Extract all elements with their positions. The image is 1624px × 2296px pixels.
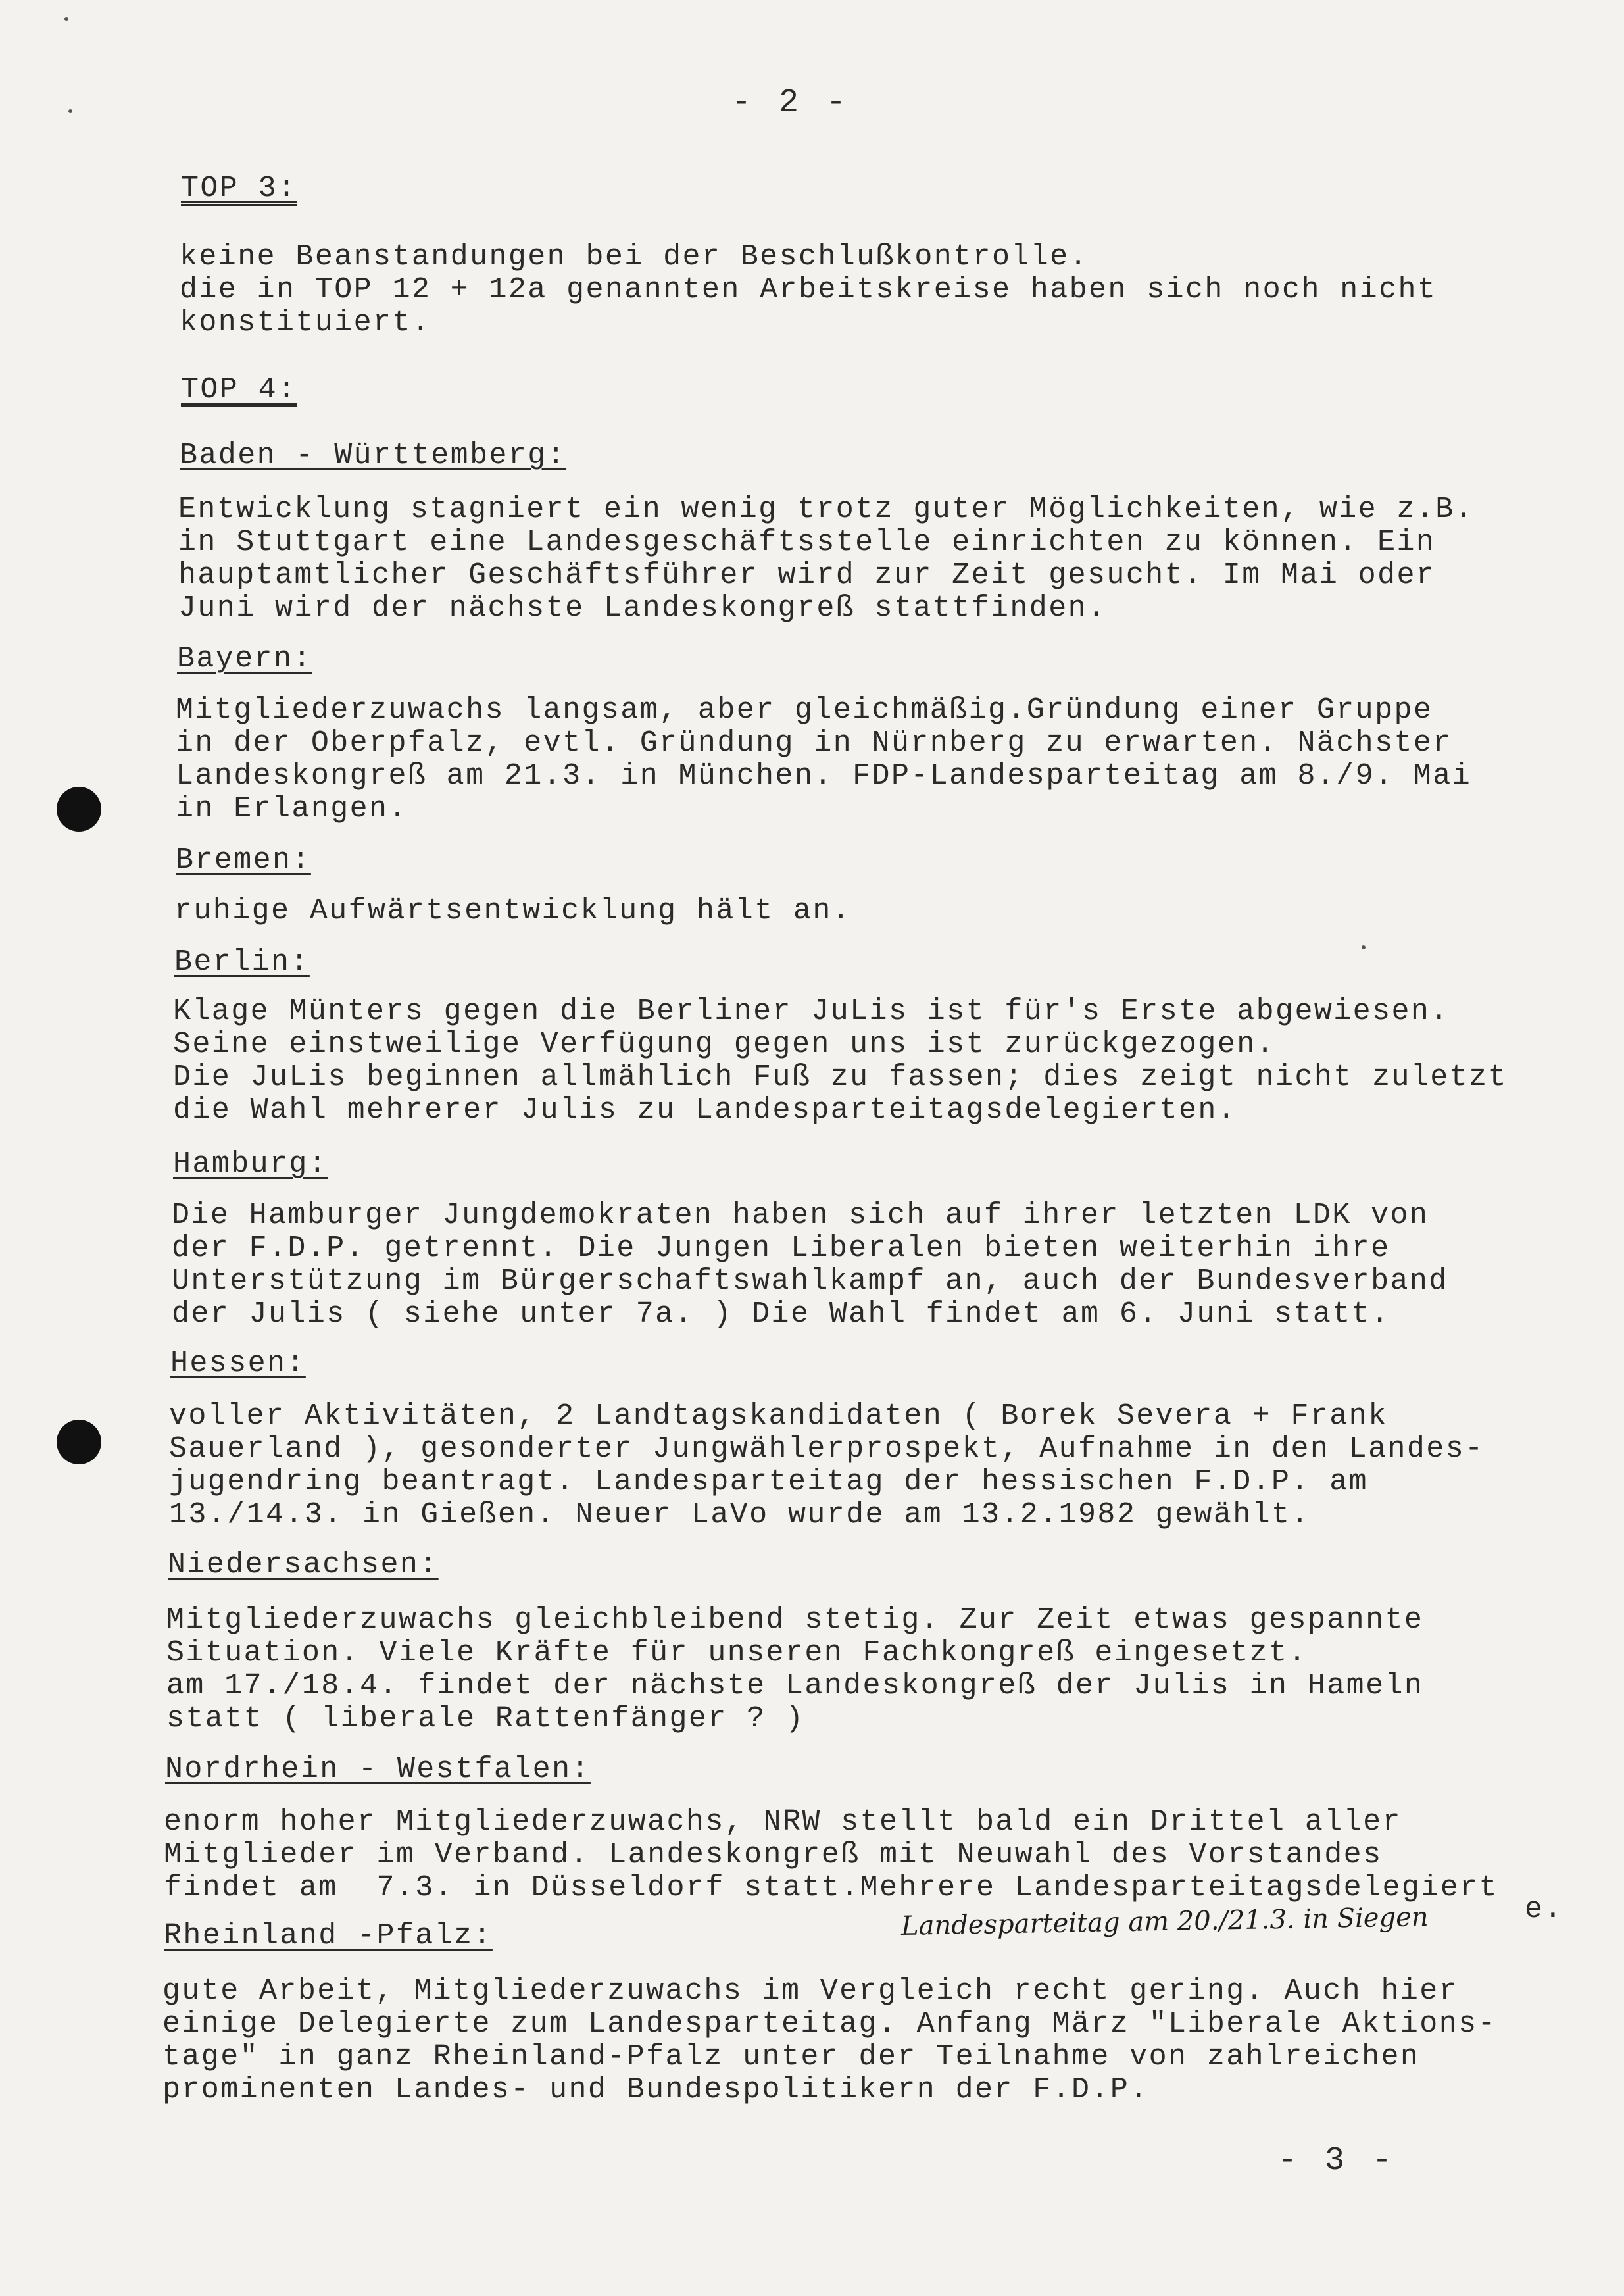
text-line: keine Beanstandungen bei der Beschlußkontrolle. xyxy=(180,240,1089,274)
section-heading-top4: TOP 4: xyxy=(181,373,297,407)
text-line: Mitgliederzuwachs gleichbleibend stetig. Zur Zeit etwas gespannte xyxy=(166,1603,1424,1637)
section-heading-nrw: Nordrhein - Westfalen: xyxy=(165,1753,591,1786)
speck xyxy=(1362,945,1366,949)
text-line: jugendring beantragt. Landesparteitag der hessischen F.D.P. am xyxy=(169,1465,1369,1499)
text-line: am 17./18.4. findet der nächste Landeskongreß der Julis in Hameln xyxy=(166,1669,1424,1703)
section-heading-berlin: Berlin: xyxy=(174,945,310,979)
text-line: Die Hamburger Jungdemokraten haben sich auf ihrer letzten LDK von xyxy=(172,1199,1429,1232)
text-line: Die JuLis beginnen allmählich Fuß zu fassen; dies zeigt nicht zuletzt xyxy=(173,1061,1508,1094)
text-line: konstituiert. xyxy=(180,306,431,339)
text-line: Entwicklung stagniert ein wenig trotz guter Möglichkeiten, wie z.B. xyxy=(178,493,1475,526)
section-heading-top3: TOP 3: xyxy=(181,172,297,205)
text-line: die Wahl mehrerer Julis zu Landesparteitagsdelegierten. xyxy=(173,1093,1237,1127)
speck xyxy=(68,109,72,113)
text-line: Landeskongreß am 21.3. in München. FDP-Landesparteitag am 8./9. Mai xyxy=(176,759,1472,793)
text-line: prominenten Landes- und Bundespolitikern der F.D.P. xyxy=(162,2073,1149,2107)
text-line: in der Oberpfalz, evtl. Gründung in Nürnberg zu erwarten. Nächster xyxy=(176,726,1452,760)
text-line: enorm hoher Mitgliederzuwachs, NRW stellt bald ein Drittel aller xyxy=(164,1805,1402,1839)
text-line: Mitglieder im Verband. Landeskongreß mit Neuwahl des Vorstandes xyxy=(164,1838,1383,1872)
handwritten-note: Landesparteitag am 20./21.3. in Siegen xyxy=(900,1902,1429,1941)
page-number-bottom: - 3 - xyxy=(1277,2142,1396,2180)
text-line: Juni wird der nächste Landeskongreß stattfinden. xyxy=(178,591,1107,625)
text-line: in Erlangen. xyxy=(176,792,408,826)
section-heading-niedersachsen: Niedersachsen: xyxy=(168,1548,439,1582)
section-heading-bremen: Bremen: xyxy=(176,843,311,877)
text-line-end: e. xyxy=(1525,1893,1563,1926)
section-heading-hamburg: Hamburg: xyxy=(173,1147,328,1181)
page-number-top: - 2 - xyxy=(731,84,850,122)
text-line: statt ( liberale Rattenfänger ? ) xyxy=(166,1702,805,1735)
punch-hole-bottom xyxy=(57,1420,101,1464)
text-line: der Julis ( siehe unter 7a. ) Die Wahl findet am 6. Juni statt. xyxy=(172,1297,1390,1331)
text-line: findet am 7.3. in Düsseldorf statt.Mehrere Landesparteitagsdelegiert xyxy=(164,1871,1498,1905)
section-heading-bayern: Bayern: xyxy=(177,642,312,676)
text-line: der F.D.P. getrennt. Die Jungen Liberalen bieten weiterhin ihre xyxy=(172,1232,1390,1265)
text-line: Situation. Viele Kräfte für unseren Fachkongreß eingesetzt. xyxy=(166,1636,1308,1670)
text-line: Unterstützung im Bürgerschaftswahlkampf an, auch der Bundesverband xyxy=(172,1264,1448,1298)
text-line: hauptamtlicher Geschäftsführer wird zur Zeit gesucht. Im Mai oder xyxy=(178,559,1436,592)
text-line: 13./14.3. in Gießen. Neuer LaVo wurde am 13.2.1982 gewählt. xyxy=(169,1498,1310,1532)
text-line: Sauerland ), gesonderter Jungwählerprospekt, Aufnahme in den Landes- xyxy=(169,1432,1485,1466)
section-heading-hessen: Hessen: xyxy=(170,1347,306,1380)
text-line: in Stuttgart eine Landesgeschäftsstelle einrichten zu können. Ein xyxy=(178,526,1436,559)
text-line: voller Aktivitäten, 2 Landtagskandidaten ( Borek Severa + Frank xyxy=(169,1399,1388,1433)
text-line: gute Arbeit, Mitgliederzuwachs im Vergleich recht gering. Auch hier xyxy=(162,1974,1459,2008)
section-heading-rheinland-pfalz: Rheinland -Pfalz: xyxy=(164,1919,493,1953)
text-line: Seine einstweilige Verfügung gegen uns ist zurückgezogen. xyxy=(173,1028,1276,1061)
text-line: ruhige Aufwärtsentwicklung hält an. xyxy=(174,894,852,928)
section-heading-bw: Baden - Württemberg: xyxy=(180,439,567,472)
text-line: die in TOP 12 + 12a genannten Arbeitskreise haben sich noch nicht xyxy=(180,273,1437,307)
text-line: tage" in ganz Rheinland-Pfalz unter der Teilnahme von zahlreichen xyxy=(162,2040,1420,2074)
text-line: Mitgliederzuwachs langsam, aber gleichmäßig.Gründung einer Gruppe xyxy=(176,693,1433,727)
text-line: einige Delegierte zum Landesparteitag. Anfang März "Liberale Aktions- xyxy=(162,2007,1497,2041)
speck xyxy=(64,17,68,21)
punch-hole-top xyxy=(57,787,101,832)
text-line: Klage Münters gegen die Berliner JuLis ist für's Erste abgewiesen. xyxy=(173,995,1450,1028)
